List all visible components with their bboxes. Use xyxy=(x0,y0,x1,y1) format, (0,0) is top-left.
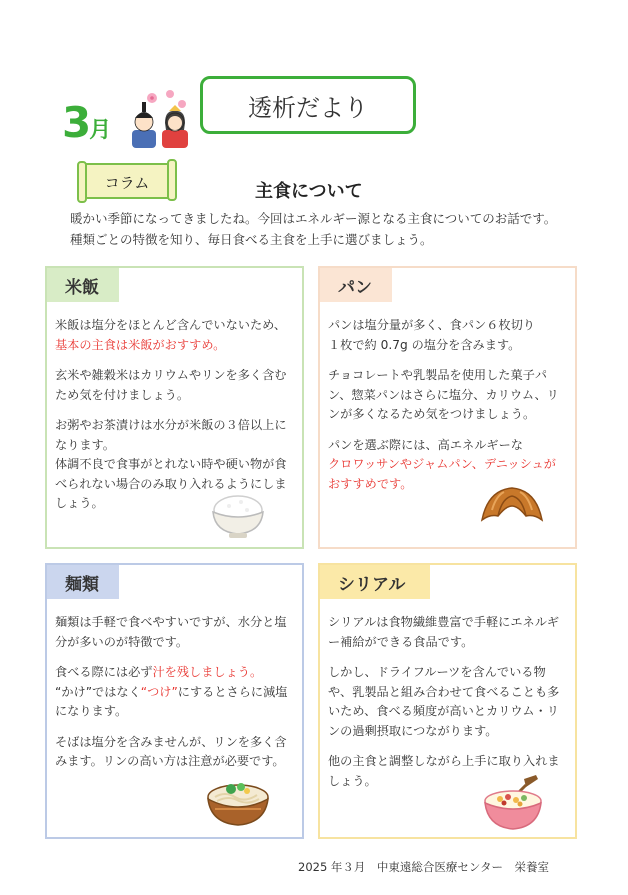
intro-line-2: 種類ごとの特徴を知り、毎日食べる主食を上手に選びましょう。 xyxy=(70,232,433,247)
cereal-card xyxy=(318,563,577,839)
newsletter-title: 透析だより xyxy=(200,76,416,134)
cereal-heading: シリアル xyxy=(320,565,430,599)
cereal-paragraph-1: シリアルは食物繊維豊富で手軽にエネルギー補給ができる食品です。 xyxy=(328,615,560,649)
footer-credit: 2025 年３月 中東遠総合医療センター 栄養室 xyxy=(298,860,549,874)
cereal-bowl-icon xyxy=(480,775,546,831)
bread-paragraph-3: パンを選ぶ際には、高エネルギーな クロワッサンやジャムパン、デニッシュがおすすめです。 xyxy=(328,437,556,491)
noodle-body xyxy=(55,613,294,783)
hina-dolls-illustration xyxy=(118,90,198,150)
column-label: コラム xyxy=(104,174,150,192)
noodle-paragraph-2: 食べる際には必ず汁を残しましょう。 “かけ”ではなく“つけ”にするとさらに減塩になります。 xyxy=(55,665,288,718)
noodle-card xyxy=(45,563,304,839)
intro-text xyxy=(70,208,590,250)
cereal-body xyxy=(328,613,567,802)
empress-doll-icon xyxy=(162,105,188,148)
bread-card xyxy=(318,266,577,549)
bread-body xyxy=(328,316,567,505)
noodle-bowl-icon xyxy=(205,773,271,829)
noodle-heading: 麺類 xyxy=(47,565,119,599)
noodle-highlight-2: “つけ” xyxy=(140,684,178,699)
bread-heading: パン xyxy=(320,268,392,302)
bread-paragraph-1: パンは塩分量が多く、食パン６枚切り １枚で約 0.7g の塩分を含みます。 xyxy=(328,318,535,352)
rice-paragraph-3: お粥やお茶漬けは水分が米飯の３倍以上になります。 体調不良で食事がとれない時や硬い物が食べられない場合のみ取り入れるようにしましょう。 xyxy=(55,418,287,510)
noodle-paragraph-3: そばは塩分を含みませんが、リンを多く含みます。リンの高い方は注意が必要です。 xyxy=(55,734,287,768)
rice-paragraph-1: 米飯は塩分をほとんど含んでいないため、 基本の主食は米飯がおすすめ。 xyxy=(55,318,287,352)
peach-blossom-icon xyxy=(147,90,186,108)
rice-paragraph-2: 玄米や雑穀米はカリウムやリンを多く含むため気を付けましょう。 xyxy=(55,368,287,402)
cereal-paragraph-3: 他の主食と調整しながら上手に取り入れましょう。 xyxy=(328,754,560,788)
rice-card xyxy=(45,266,304,549)
emperor-doll-icon xyxy=(132,102,156,148)
bread-highlight: クロワッサンやジャムパン、デニッシュがおすすめです。 xyxy=(328,457,556,491)
month-label xyxy=(62,98,109,147)
month-unit: 月 xyxy=(89,118,110,143)
main-title: 主食について xyxy=(255,181,363,202)
cereal-paragraph-2: しかし、ドライフルーツを含んでいる物や、乳製品と組み合わせて食べることも多いため、食べる頻度が高いとカリウム・リンの過剰摂取につながります。 xyxy=(328,665,560,738)
rice-bowl-icon xyxy=(209,488,267,540)
noodle-paragraph-1: 麺類は手軽で食べやすいですが、水分と塩分が多いのが特徴です。 xyxy=(55,615,287,649)
intro-line-1: 暖かい季節になってきましたね。今回はエネルギー源となる主食についてのお話です。 xyxy=(70,211,557,226)
bread-paragraph-2: チョコレートや乳製品を使用した菓子パン、惣菜パンはさらに塩分、カリウム、リンが多くなるため気をつけましょう。 xyxy=(328,368,559,421)
month-number: 3 xyxy=(62,98,90,147)
noodle-highlight-1: 汁を残しましょう。 xyxy=(152,665,263,679)
rice-heading: 米飯 xyxy=(47,268,119,302)
croissant-icon xyxy=(478,480,546,530)
rice-highlight: 基本の主食は米飯がおすすめ。 xyxy=(55,337,226,352)
